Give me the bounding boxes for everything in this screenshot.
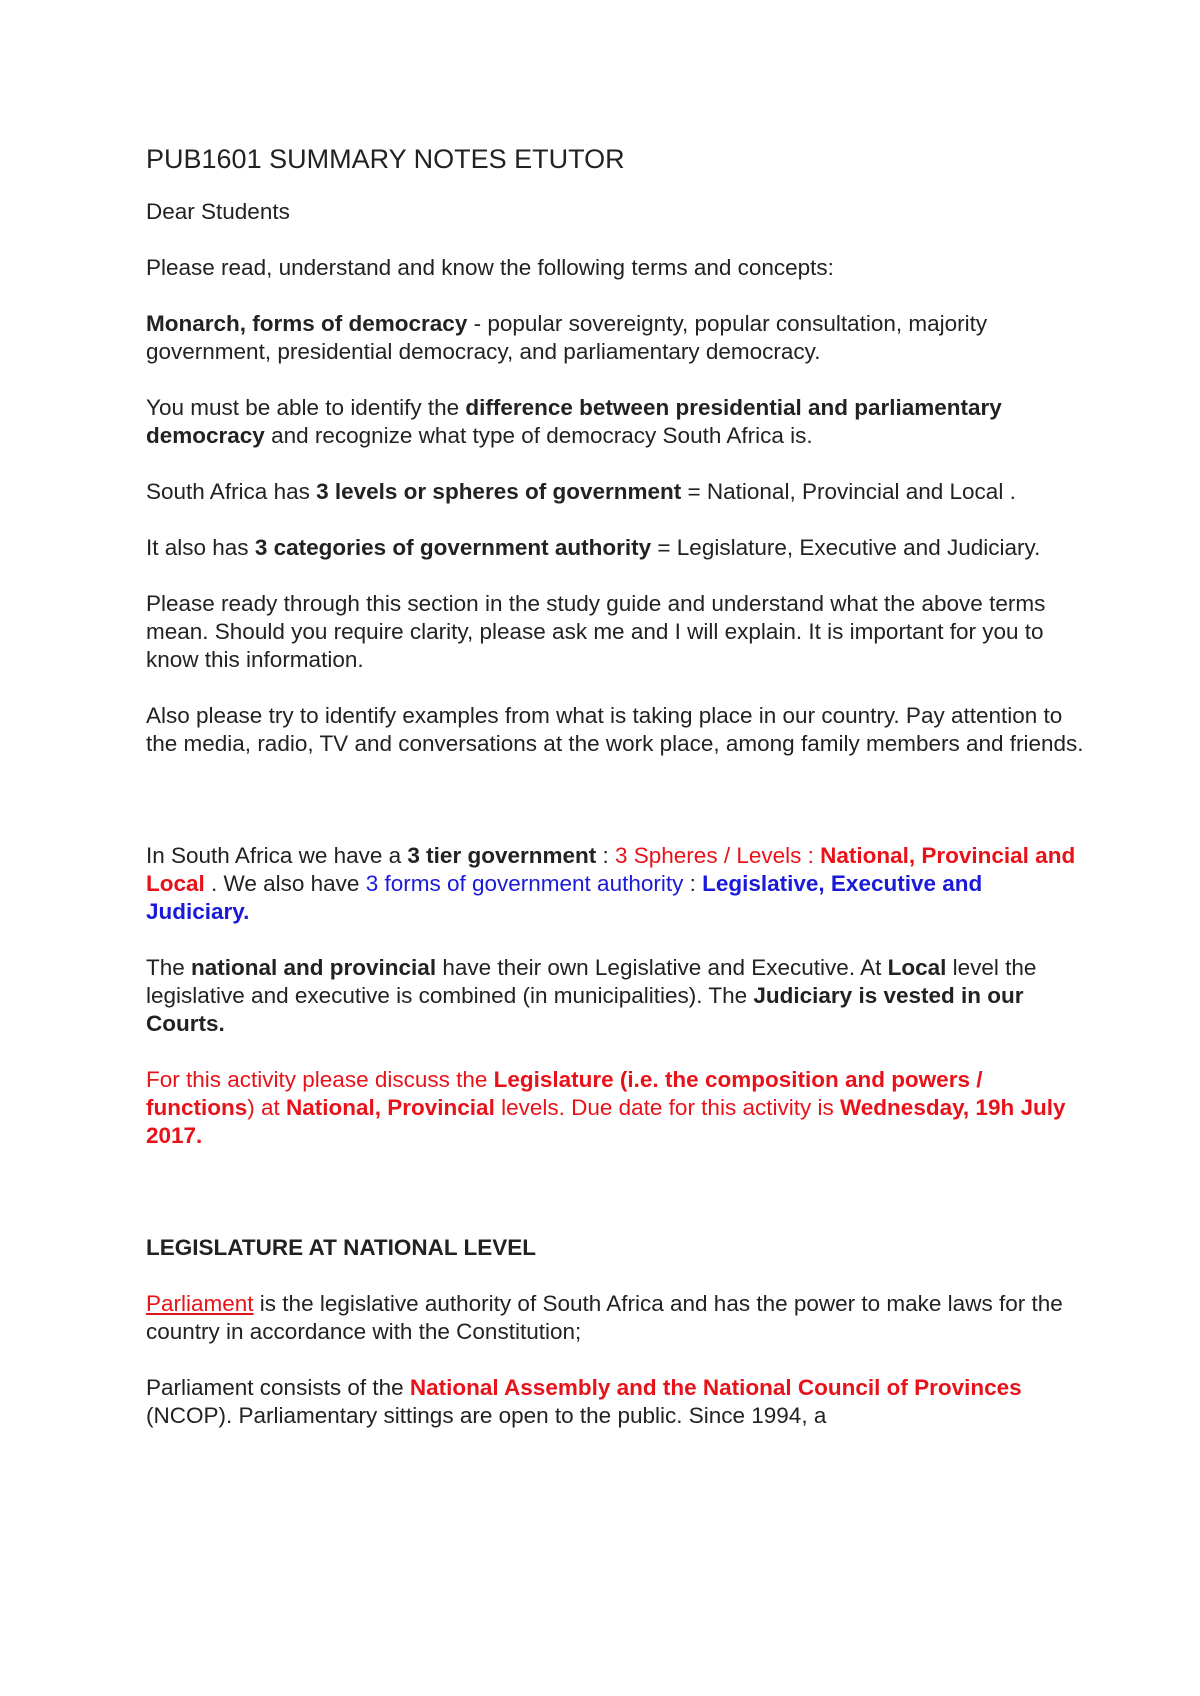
tier-text-3: . We also have <box>204 871 366 896</box>
activity-paragraph <box>146 1066 1086 1150</box>
national-bold-2: Local <box>887 955 947 980</box>
categories-paragraph <box>146 534 1086 562</box>
national-text-3: level the legislative and executive is combined (in municipalities). The <box>146 955 1037 1008</box>
spacer <box>146 1178 1086 1234</box>
activity-bold-1: Legislature (i.e. the composition and powers / functions <box>146 1067 983 1120</box>
levels-paragraph <box>146 478 1086 506</box>
tier-blue-bold: Legislative, Executive and Judiciary. <box>146 871 983 924</box>
document-body <box>146 142 1086 1458</box>
parliament-link[interactable]: Parliament <box>146 1291 254 1316</box>
document-title: PUB1601 SUMMARY NOTES ETUTOR <box>146 144 625 174</box>
parliament-text: is the legislative authority of South Africa and has the power to make laws for the country in accordance with the Constitution; <box>146 1291 1063 1344</box>
section-heading-legislature: LEGISLATURE AT NATIONAL LEVEL <box>146 1235 536 1260</box>
national-text-2: have their own Legislative and Executive. At <box>436 955 888 980</box>
levels-text-2: = National, Provincial and Local . <box>681 479 1016 504</box>
national-text-1: The <box>146 955 192 980</box>
monarch-bold: Monarch, forms of democracy <box>146 311 468 336</box>
national-bold-3: Judiciary is vested in our Courts. <box>146 983 1024 1036</box>
identify-bold: difference between presidential and parliamentary democracy <box>146 395 1002 448</box>
activity-text-1: For this activity please discuss the <box>146 1067 494 1092</box>
categories-text-1: It also has <box>146 535 255 560</box>
identify-text-2: and recognize what type of democracy South Africa is. <box>264 423 813 448</box>
tier-blue-text: 3 forms of government authority <box>365 871 684 896</box>
national-bold-1: national and provincial <box>191 955 437 980</box>
national-paragraph <box>146 954 1086 1038</box>
activity-text-3: levels. Due date for this activity is <box>494 1095 840 1120</box>
tier-paragraph <box>146 842 1086 926</box>
tier-text-4: : <box>683 871 703 896</box>
consists-bold: National Assembly and the National Council of Provinces <box>409 1375 1022 1400</box>
activity-text-2: ) at <box>247 1095 287 1120</box>
greeting: Dear Students <box>146 199 290 224</box>
identify-text-1: You must be able to identify the <box>146 395 466 420</box>
tier-text-1: In South Africa we have a <box>146 843 408 868</box>
ready-paragraph: Please ready through this section in the study guide and understand what the above terms mean. Should you require clarity, please ask me and I will explain. It is important for you to know this information. <box>146 591 1046 672</box>
categories-text-2: = Legislature, Executive and Judiciary. <box>651 535 1041 560</box>
tier-bold: 3 tier government <box>407 843 597 868</box>
identify-paragraph <box>146 394 1086 450</box>
intro-paragraph: Please read, understand and know the following terms and concepts: <box>146 255 834 280</box>
consists-text-1: Parliament consists of the <box>146 1375 410 1400</box>
categories-bold: 3 categories of government authority <box>254 535 652 560</box>
monarch-paragraph <box>146 310 1086 366</box>
consists-paragraph <box>146 1374 1086 1430</box>
monarch-text: - popular sovereignty, popular consultation, majority government, presidential democracy, and parliamentary democracy. <box>146 311 988 364</box>
spacer <box>146 786 1086 842</box>
levels-bold: 3 levels or spheres of government <box>316 479 682 504</box>
activity-bold-2: National, Provincial <box>286 1095 495 1120</box>
parliament-paragraph <box>146 1290 1086 1346</box>
examples-paragraph: Also please try to identify examples from what is taking place in our country. Pay attention to the media, radio, TV and conversations at the work place, among family members and friends. <box>146 703 1084 756</box>
activity-due-date: Wednesday, 19h July 2017. <box>146 1095 1066 1148</box>
tier-red-bold: National, Provincial and Local <box>146 843 1076 896</box>
tier-text-2: : <box>596 843 615 868</box>
levels-text-1: South Africa has <box>146 479 317 504</box>
tier-red-text: 3 Spheres / Levels : <box>615 843 821 868</box>
consists-text-2: (NCOP). Parliamentary sittings are open to the public. Since 1994, a <box>146 1403 827 1428</box>
